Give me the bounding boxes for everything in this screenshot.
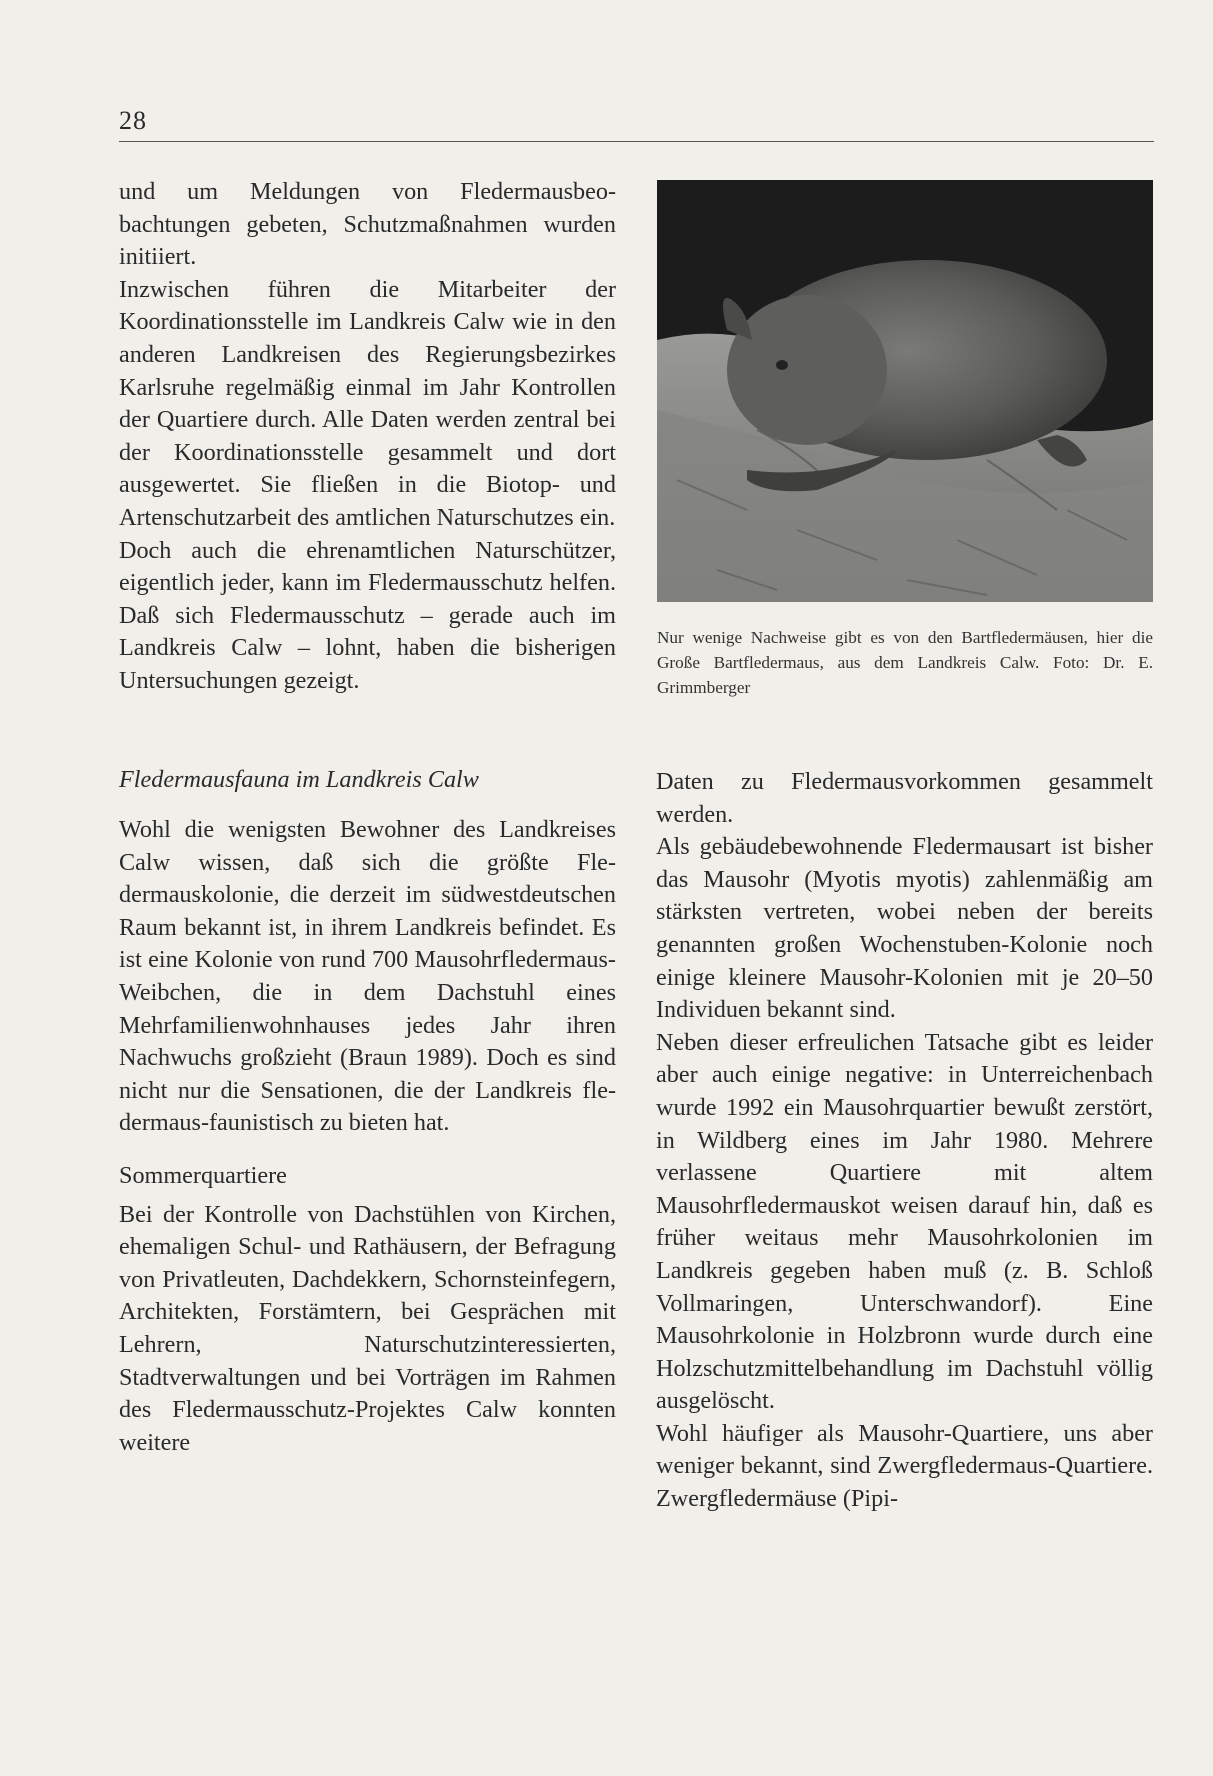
left-paragraph-1: und um Meldungen von Fledermausbeobachtungen gebeten, Schutzmaßnahmen wurden initiiert. — [119, 178, 616, 271]
bat-photo — [657, 180, 1153, 602]
right-text-column — [656, 766, 1153, 1516]
left-paragraph-5: Bei der Kontrolle von Dachstühlen von Kirchen, ehemaligen Schul- und Rathäusern, der Befragung von Privatleuten, Dachdekkern, Schornsteinfegern, Architekten, Forstämtern, bei Gesprächen mit Lehrern, Naturschutzinteressierten, Stadtverwaltungen und bei Vorträgen im Rahmen des Fledermausschutz-Projektes Calw konnten weitere — [119, 1200, 616, 1456]
header-rule — [119, 141, 1154, 142]
left-paragraph-3: Doch auch die ehrenamtlichen Naturschützer, eigentlich jeder, kann im Fledermausschutz helfen. Daß sich Fledermausschutz – gerade auch im Landkreis Calw – lohnt, haben die bisherigen Untersuchungen gezeigt. — [119, 536, 616, 694]
right-paragraph-3: Neben dieser erfreulichen Tatsache gibt es leider aber auch einige negative: in Unterreichenbach wurde 1992 ein Mausohrquartier bewußt zerstört, in Wildberg eines im Jahr 1980. Mehrere verlassene Quartiere mit altem Mausohrfledermauskot weisen darauf hin, daß es früher weitaus mehr Mausohrkolonien im Landkreis gegeben haben muß (z. B. Schloß Vollmaringen, Unterschwandorf). Eine Mausohrkolonie in Holzbronn wurde durch eine Holzschutzmittelbehandlung im Dachstuhl völlig ausgelöscht. — [656, 1028, 1153, 1415]
right-paragraph-1: Daten zu Fledermausvorkommen gesammelt werden. — [656, 768, 1153, 828]
page-number: 28 — [119, 106, 147, 135]
figure-caption — [657, 625, 1153, 700]
subsection-heading: Sommerquartiere — [119, 1162, 287, 1190]
left-paragraph-4: Wohl die wenigsten Bewohner des Landkreises Calw wissen, daß sich die größte Fledermauskolonie, die derzeit im südwestdeutschen Raum bekannt ist, in ihrem Landkreis befindet. Es ist eine Kolonie von rund 700 Mausohrfledermaus-Weibchen, die in dem Dachstuhl eines Mehrfamilienwohnhauses jedes Jahr ihren Nachwuchs großzieht (Braun 1989). Doch es sind nicht nur die Sensationen, die der Landkreis fledermaus-faunistisch zu bieten hat. — [119, 816, 616, 1137]
right-paragraph-2: Als gebäudebewohnende Fledermausart ist bisher das Mausohr (Myotis myotis) zahlenmäßig am stärksten vertreten, wobei neben der bereits genannten großen Wochenstuben-Kolonie noch einige kleinere Mausohr-Kolonien mit je 20–50 Individuen bekannt sind. — [656, 833, 1153, 1024]
figure-caption-text: Nur wenige Nachweise gibt es von den Bartfledermäusen, hier die Große Bartfledermaus, aus dem Landkreis Calw. Foto: Dr. E. Grimmberger — [657, 628, 1153, 697]
left-text-column — [119, 176, 616, 1459]
section-heading: Fledermausfauna im Landkreis Calw — [119, 765, 479, 793]
left-paragraph-2: Inzwischen führen die Mitarbeiter der Koordinationsstelle im Landkreis Calw wie in den anderen Landkreisen des Regierungsbezirkes Karlsruhe regelmäßig einmal im Jahr Kontrollen der Quartiere durch. Alle Daten werden zentral bei der Koordinationsstelle gesammelt und dort ausgewertet. Sie fließen in die Biotop- und Artenschutzarbeit des amtlichen Naturschutzes ein. — [119, 275, 616, 531]
right-paragraph-4: Wohl häufiger als Mausohr-Quartiere, uns aber weniger bekannt, sind Zwergfledermaus-Quartiere. Zwergfledermäuse (Pipi- — [656, 1419, 1153, 1513]
